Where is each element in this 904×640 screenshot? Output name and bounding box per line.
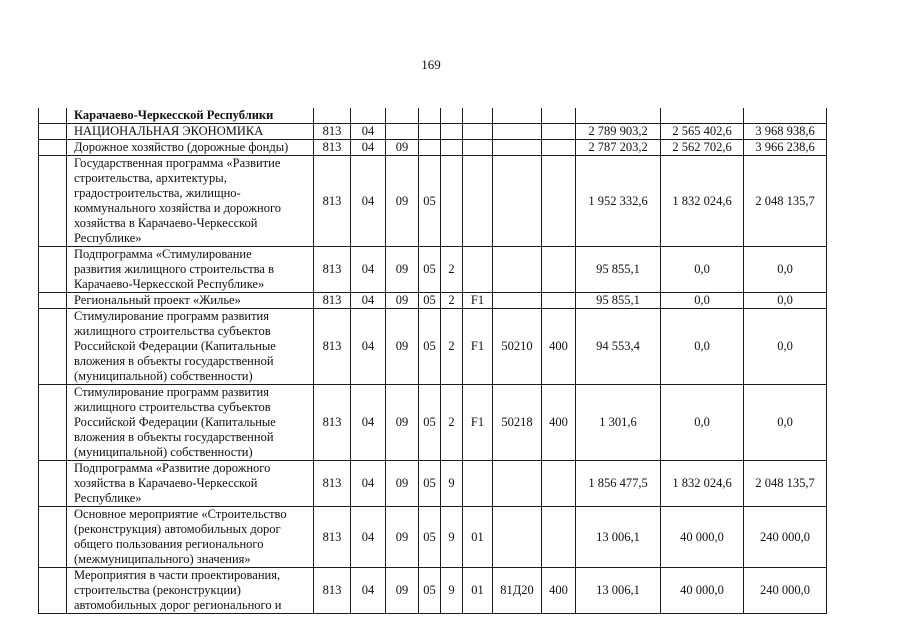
- code-cell: 04: [351, 309, 386, 385]
- code-cell: [493, 507, 542, 568]
- code-cell: 813: [314, 247, 351, 293]
- amount-cell: 95 855,1: [576, 293, 661, 309]
- code-cell: 2: [441, 309, 463, 385]
- table-row: [39, 461, 827, 507]
- code-cell: 04: [351, 293, 386, 309]
- code-cell: 813: [314, 385, 351, 461]
- code-cell: [419, 108, 441, 124]
- amount-cell: 95 855,1: [576, 247, 661, 293]
- row-marker-cell: [39, 156, 67, 247]
- amount-cell: 0,0: [744, 385, 827, 461]
- row-name-cell: Региональный проект «Жилье»: [67, 293, 314, 309]
- amount-cell: 13 006,1: [576, 568, 661, 614]
- row-name-cell: Карачаево-Черкесской Республики: [67, 108, 314, 124]
- amount-cell: 1 856 477,5: [576, 461, 661, 507]
- table-row: [39, 247, 827, 293]
- code-cell: [463, 247, 493, 293]
- code-cell: 05: [419, 156, 441, 247]
- code-cell: [419, 124, 441, 140]
- amount-cell: 3 966 238,6: [744, 140, 827, 156]
- code-cell: [542, 507, 576, 568]
- code-cell: 9: [441, 461, 463, 507]
- table-row: [39, 156, 827, 247]
- code-cell: 813: [314, 140, 351, 156]
- code-cell: [493, 156, 542, 247]
- amount-cell: 13 006,1: [576, 507, 661, 568]
- code-cell: 04: [351, 507, 386, 568]
- row-name-cell: Основное мероприятие «Строительство (реконструкция) автомобильных дорог общего пользования регионального (межмуниципального) значения»: [67, 507, 314, 568]
- code-cell: 05: [419, 293, 441, 309]
- code-cell: 04: [351, 124, 386, 140]
- amount-cell: [744, 108, 827, 124]
- code-cell: [542, 108, 576, 124]
- code-cell: 813: [314, 156, 351, 247]
- amount-cell: 2 048 135,7: [744, 461, 827, 507]
- table-row: [39, 309, 827, 385]
- code-cell: 05: [419, 385, 441, 461]
- code-cell: [542, 140, 576, 156]
- code-cell: 04: [351, 140, 386, 156]
- code-cell: [463, 461, 493, 507]
- amount-cell: 0,0: [661, 385, 744, 461]
- row-name-cell: Стимулирование программ развития жилищного строительства субъектов Российской Федерации (Капитальные вложения в объекты государственной (муниципальной) собственности): [67, 385, 314, 461]
- code-cell: 09: [386, 507, 419, 568]
- code-cell: 09: [386, 461, 419, 507]
- table-row: [39, 108, 827, 124]
- code-cell: 04: [351, 461, 386, 507]
- amount-cell: 0,0: [744, 309, 827, 385]
- code-cell: 04: [351, 385, 386, 461]
- code-cell: F1: [463, 293, 493, 309]
- code-cell: 81Д20: [493, 568, 542, 614]
- code-cell: [441, 156, 463, 247]
- code-cell: [463, 108, 493, 124]
- code-cell: 04: [351, 568, 386, 614]
- amount-cell: 2 562 702,6: [661, 140, 744, 156]
- row-marker-cell: [39, 507, 67, 568]
- row-name-cell: Стимулирование программ развития жилищного строительства субъектов Российской Федерации (Капитальные вложения в объекты государственной (муниципальной) собственности): [67, 309, 314, 385]
- amount-cell: [576, 108, 661, 124]
- table-row: [39, 124, 827, 140]
- table-row: [39, 385, 827, 461]
- table-row: [39, 507, 827, 568]
- code-cell: [463, 124, 493, 140]
- amount-cell: 40 000,0: [661, 507, 744, 568]
- row-name-cell: Подпрограмма «Развитие дорожного хозяйства в Карачаево-Черкесской Республике»: [67, 461, 314, 507]
- code-cell: [419, 140, 441, 156]
- code-cell: 05: [419, 507, 441, 568]
- code-cell: 50210: [493, 309, 542, 385]
- amount-cell: 2 565 402,6: [661, 124, 744, 140]
- code-cell: 400: [542, 568, 576, 614]
- code-cell: 400: [542, 385, 576, 461]
- budget-table-body: [39, 108, 827, 614]
- amount-cell: 2 787 203,2: [576, 140, 661, 156]
- code-cell: 813: [314, 507, 351, 568]
- code-cell: 50218: [493, 385, 542, 461]
- code-cell: 05: [419, 309, 441, 385]
- row-name-cell: НАЦИОНАЛЬНАЯ ЭКОНОМИКА: [67, 124, 314, 140]
- code-cell: [386, 108, 419, 124]
- code-cell: [493, 461, 542, 507]
- code-cell: 05: [419, 461, 441, 507]
- table-row: [39, 293, 827, 309]
- amount-cell: 2 048 135,7: [744, 156, 827, 247]
- code-cell: [493, 124, 542, 140]
- code-cell: [463, 156, 493, 247]
- row-marker-cell: [39, 108, 67, 124]
- row-name-cell: Мероприятия в части проектирования, строительства (реконструкции) автомобильных дорог регионального и: [67, 568, 314, 614]
- row-name-cell: Государственная программа «Развитие строительства, архитектуры, градостроительства, жилищно- коммунального хозяйства и дорожного хозяйства в Карачаево-Черкесской Республике»: [67, 156, 314, 247]
- code-cell: [463, 140, 493, 156]
- amount-cell: 94 553,4: [576, 309, 661, 385]
- code-cell: 9: [441, 568, 463, 614]
- code-cell: [542, 156, 576, 247]
- code-cell: 813: [314, 461, 351, 507]
- amount-cell: 1 832 024,6: [661, 461, 744, 507]
- code-cell: [386, 124, 419, 140]
- code-cell: 2: [441, 385, 463, 461]
- code-cell: [493, 293, 542, 309]
- code-cell: 09: [386, 293, 419, 309]
- code-cell: 2: [441, 293, 463, 309]
- amount-cell: 240 000,0: [744, 507, 827, 568]
- amount-cell: 0,0: [744, 293, 827, 309]
- code-cell: [441, 140, 463, 156]
- code-cell: [493, 140, 542, 156]
- code-cell: [441, 124, 463, 140]
- code-cell: [493, 108, 542, 124]
- code-cell: 09: [386, 568, 419, 614]
- row-marker-cell: [39, 385, 67, 461]
- code-cell: [351, 108, 386, 124]
- amount-cell: 0,0: [661, 293, 744, 309]
- amount-cell: 240 000,0: [744, 568, 827, 614]
- code-cell: 09: [386, 156, 419, 247]
- code-cell: 09: [386, 309, 419, 385]
- code-cell: 813: [314, 124, 351, 140]
- row-marker-cell: [39, 293, 67, 309]
- row-marker-cell: [39, 124, 67, 140]
- table-row: [39, 140, 827, 156]
- code-cell: [542, 461, 576, 507]
- amount-cell: 2 789 903,2: [576, 124, 661, 140]
- code-cell: [542, 124, 576, 140]
- row-marker-cell: [39, 247, 67, 293]
- code-cell: 813: [314, 568, 351, 614]
- code-cell: 04: [351, 247, 386, 293]
- amount-cell: 1 952 332,6: [576, 156, 661, 247]
- row-name-cell: Дорожное хозяйство (дорожные фонды): [67, 140, 314, 156]
- code-cell: 09: [386, 385, 419, 461]
- code-cell: 05: [419, 247, 441, 293]
- amount-cell: 0,0: [661, 309, 744, 385]
- code-cell: [542, 247, 576, 293]
- row-marker-cell: [39, 140, 67, 156]
- code-cell: [441, 108, 463, 124]
- row-marker-cell: [39, 568, 67, 614]
- code-cell: [542, 293, 576, 309]
- code-cell: 01: [463, 507, 493, 568]
- code-cell: 05: [419, 568, 441, 614]
- code-cell: 400: [542, 309, 576, 385]
- amount-cell: 40 000,0: [661, 568, 744, 614]
- code-cell: 2: [441, 247, 463, 293]
- code-cell: [493, 247, 542, 293]
- row-marker-cell: [39, 461, 67, 507]
- code-cell: 09: [386, 140, 419, 156]
- amount-cell: 0,0: [661, 247, 744, 293]
- amount-cell: 0,0: [744, 247, 827, 293]
- amount-cell: 1 832 024,6: [661, 156, 744, 247]
- code-cell: [314, 108, 351, 124]
- budget-table: [38, 108, 827, 614]
- code-cell: 04: [351, 156, 386, 247]
- row-name-cell: Подпрограмма «Стимулирование развития жилищного строительства в Карачаево-Черкесской Республике»: [67, 247, 314, 293]
- code-cell: 09: [386, 247, 419, 293]
- table-row: [39, 568, 827, 614]
- amount-cell: 3 968 938,6: [744, 124, 827, 140]
- code-cell: 813: [314, 309, 351, 385]
- row-marker-cell: [39, 309, 67, 385]
- code-cell: F1: [463, 309, 493, 385]
- amount-cell: 1 301,6: [576, 385, 661, 461]
- code-cell: 9: [441, 507, 463, 568]
- code-cell: F1: [463, 385, 493, 461]
- amount-cell: [661, 108, 744, 124]
- code-cell: 01: [463, 568, 493, 614]
- page-number: 169: [421, 57, 441, 72]
- code-cell: 813: [314, 293, 351, 309]
